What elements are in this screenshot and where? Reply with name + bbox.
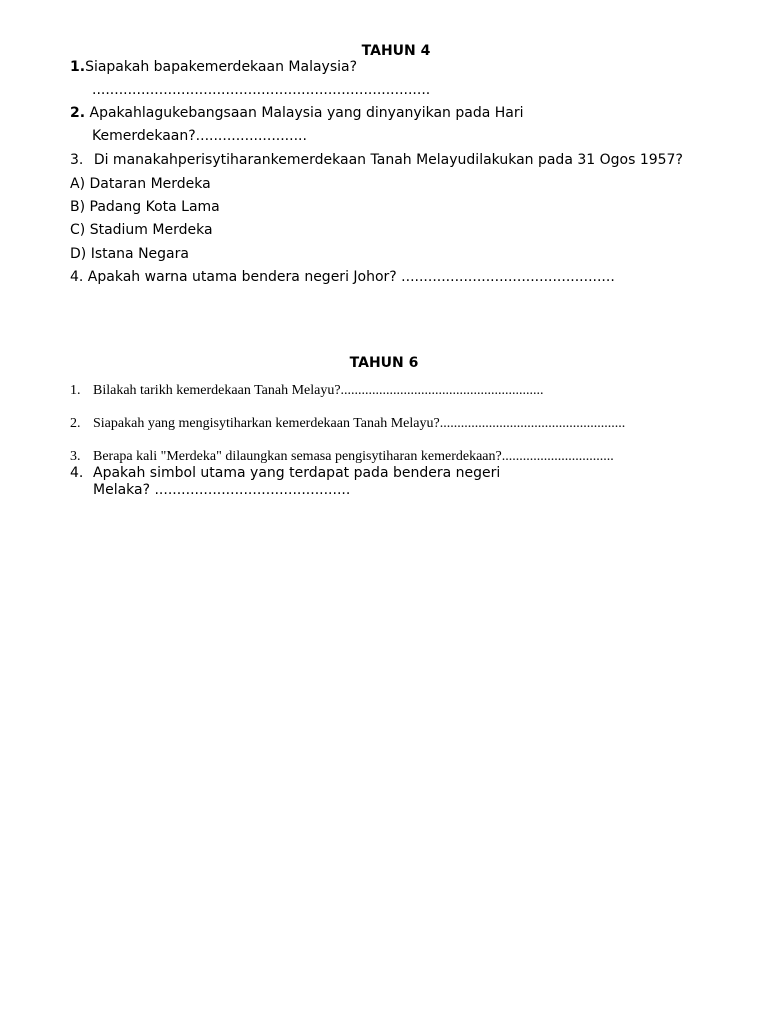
option-a: A) Dataran Merdeka (70, 176, 211, 192)
question-number: 2. (70, 105, 86, 121)
question-2-continuation: Kemerdekaan?......................... (92, 128, 307, 144)
question-text: Siapakah bapakemerdekaan Malaysia? (85, 59, 358, 75)
question-2 (70, 104, 523, 122)
question-4-continuation: Melaka? ............................................ (93, 482, 351, 498)
question-4 (70, 464, 501, 482)
question-number: 1. (70, 59, 86, 75)
question-number: 3. (70, 152, 84, 168)
question-4: 4. Apakah warna utama bendera negeri Johor? ................................................ (70, 269, 615, 285)
question-text: Bilakah tarikh kemerdekaan Tanah Melayu?.......................................................... (93, 383, 544, 398)
question-number: 3. (70, 449, 81, 464)
question-3 (70, 151, 683, 169)
question-2 (70, 415, 626, 433)
question-text: Berapa kali "Merdeka" dilaungkan semasa pengisytiharan kemerdekaan?................................ (93, 449, 614, 464)
option-d: D) Istana Negara (70, 246, 189, 262)
section-heading-tahun-6: TAHUN 6 (349, 355, 419, 371)
question-text: Siapakah yang mengisytiharkan kemerdekaan Tanah Melayu?..................................................... (93, 416, 626, 431)
option-c: C) Stadium Merdeka (70, 222, 213, 238)
question-text: Di manakahperisytiharankemerdekaan Tanah Melayudilakukan pada 31 Ogos 1957? (93, 152, 683, 168)
question-text: Apakah simbol utama yang terdapat pada bendera negeri (93, 465, 501, 481)
question-number: 4. (70, 465, 84, 481)
answer-line: ............................................................................ (92, 82, 431, 98)
question-number: 2. (70, 416, 81, 431)
question-text: Apakahlagukebangsaan Malaysia yang dinyanyikan pada Hari (89, 105, 524, 121)
question-1 (70, 58, 357, 76)
option-b: B) Padang Kota Lama (70, 199, 220, 215)
section-heading-tahun-4: TAHUN 4 (361, 43, 431, 59)
question-number: 1. (70, 383, 81, 398)
question-1 (70, 382, 544, 400)
